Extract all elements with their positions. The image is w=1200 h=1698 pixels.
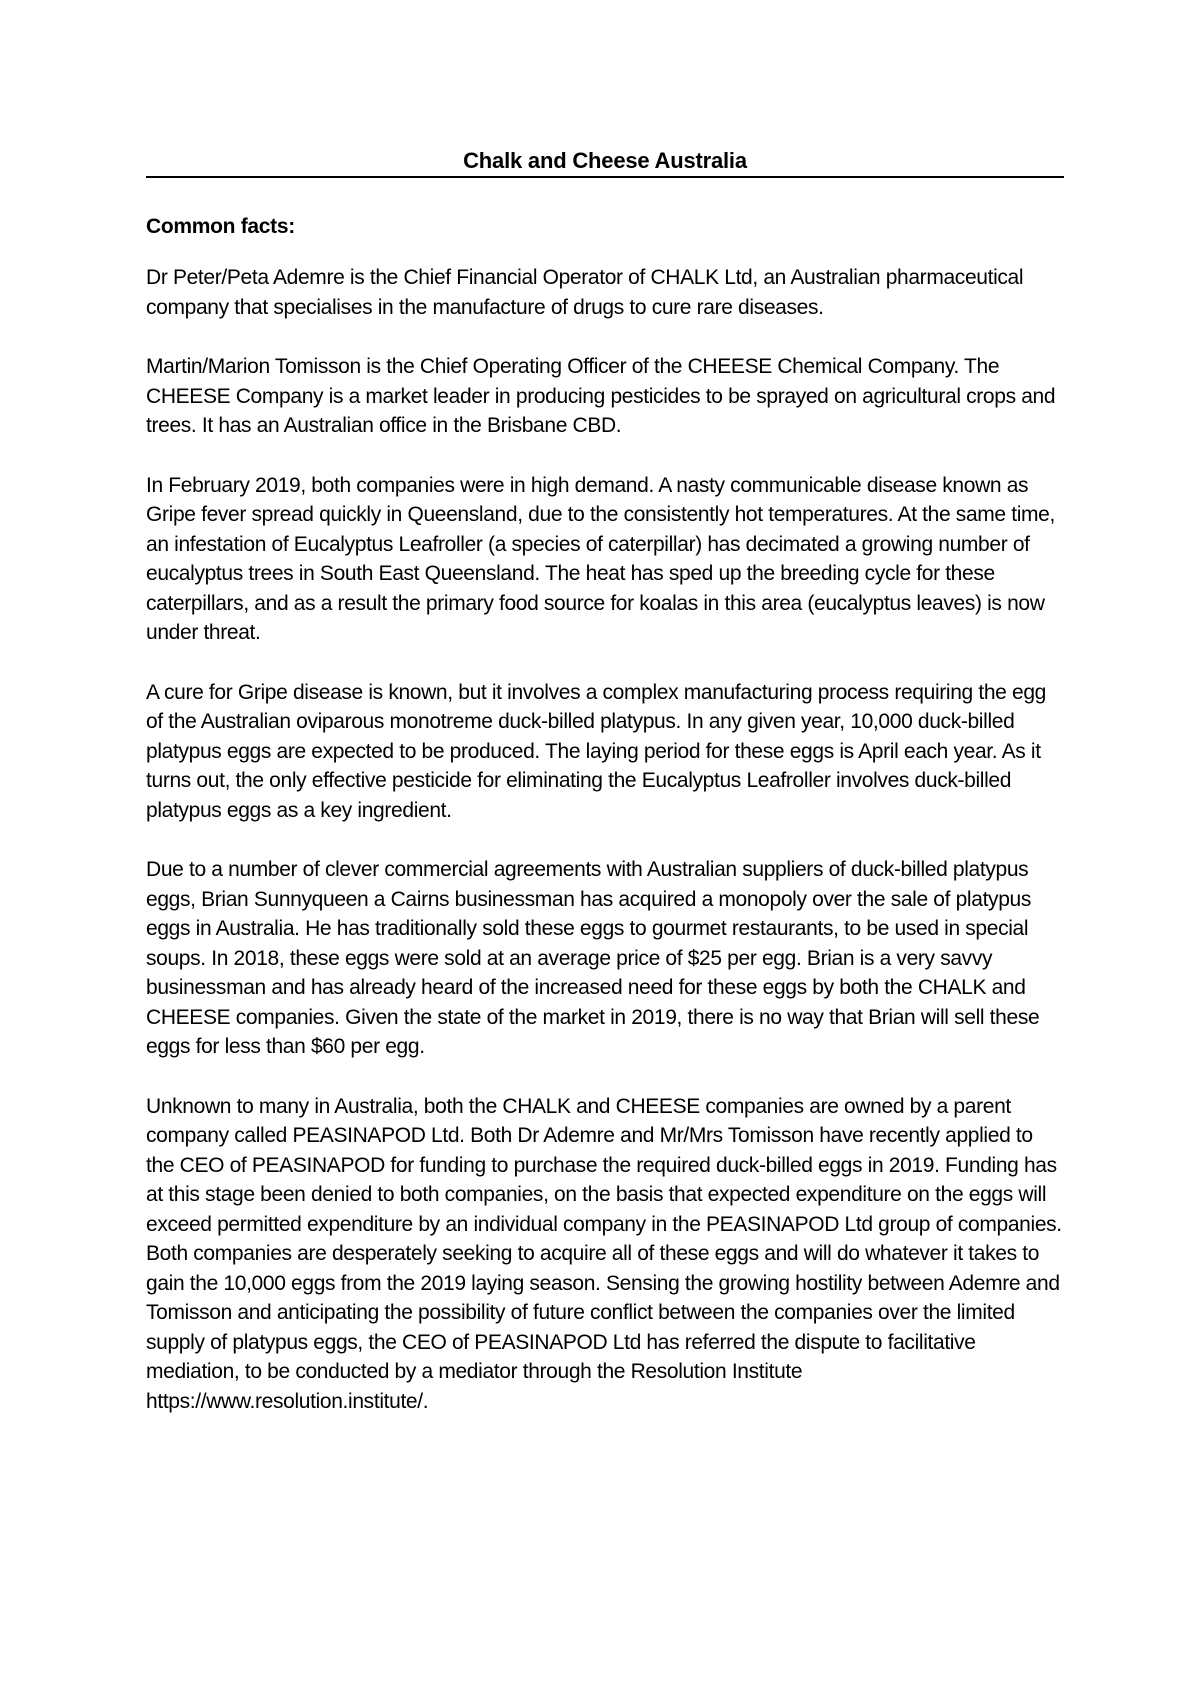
- title-underline: [146, 176, 1064, 178]
- paragraph-3: In February 2019, both companies were in high demand. A nasty communicable disease known as Gripe fever spread quickly in Queensland, due to the consistently hot temperatures. At the same time, an infestation of Eucalyptus Leafroller (a species of caterpillar) has decimated a growing number of eucalyptus trees in South East Queensland. The heat has sped up the breeding cycle for these caterpillars, and as a result the primary food source for koalas in this area (eucalyptus leaves) is now under threat.: [146, 473, 1055, 644]
- paragraph-1: Dr Peter/Peta Ademre is the Chief Financial Operator of CHALK Ltd, an Australian pharmaceutical company that specialises in the manufacture of drugs to cure rare diseases.: [146, 266, 1024, 319]
- paragraph-2: Martin/Marion Tomisson is the Chief Operating Officer of the CHEESE Chemical Company. The CHEESE Company is a market leader in producing pesticides to be sprayed on agricultural crops and trees. It has an Australian office in the Brisbane CBD.: [146, 355, 1056, 437]
- section-heading: Common facts:: [146, 215, 295, 238]
- document-body: [146, 212, 1066, 1416]
- paragraph-6: Unknown to many in Australia, both the CHALK and CHEESE companies are owned by a parent company called PEASINAPOD Ltd. Both Dr Ademre and Mr/Mrs Tomisson have recently applied to the CEO of PEASINAPOD for funding to purchase the required duck-billed eggs in 2019. Funding has at this stage been denied to both companies, on the basis that expected expenditure on the eggs will exceed permitted expenditure by an individual company in the PEASINAPOD Ltd group of companies. Both companies are desperately seeking to acquire all of these eggs and will do whatever it takes to gain the 10,000 eggs from the 2019 laying season. Sensing the growing hostility between Ademre and Tomisson and anticipating the possibility of future conflict between the companies over the limited supply of platypus eggs, the CEO of PEASINAPOD Ltd has referred the dispute to facilitative mediation, to be conducted by a mediator through the Resolution Institute https://www.resolution.institute/.: [146, 1094, 1062, 1413]
- paragraph-4: A cure for Gripe disease is known, but it involves a complex manufacturing process requiring the egg of the Australian oviparous monotreme duck-billed platypus. In any given year, 10,000 duck-billed platypus eggs are expected to be produced. The laying period for these eggs is April each year. As it turns out, the only effective pesticide for eliminating the Eucalyptus Leafroller involves duck-billed platypus eggs as a key ingredient.: [146, 680, 1046, 822]
- document-title: Chalk and Cheese Australia: [463, 148, 747, 173]
- paragraph-5: Due to a number of clever commercial agreements with Australian suppliers of duck-billed platypus eggs, Brian Sunnyqueen a Cairns businessman has acquired a monopoly over the sale of platypus eggs in Australia. He has traditionally sold these eggs to gourmet restaurants, to be used in special soups. In 2018, these eggs were sold at an average price of $25 per egg. Brian is a very savvy businessman and has already heard of the increased need for these eggs by both the CHALK and CHEESE companies. Given the state of the market in 2019, there is no way that Brian will sell these eggs for less than $60 per egg.: [146, 858, 1040, 1058]
